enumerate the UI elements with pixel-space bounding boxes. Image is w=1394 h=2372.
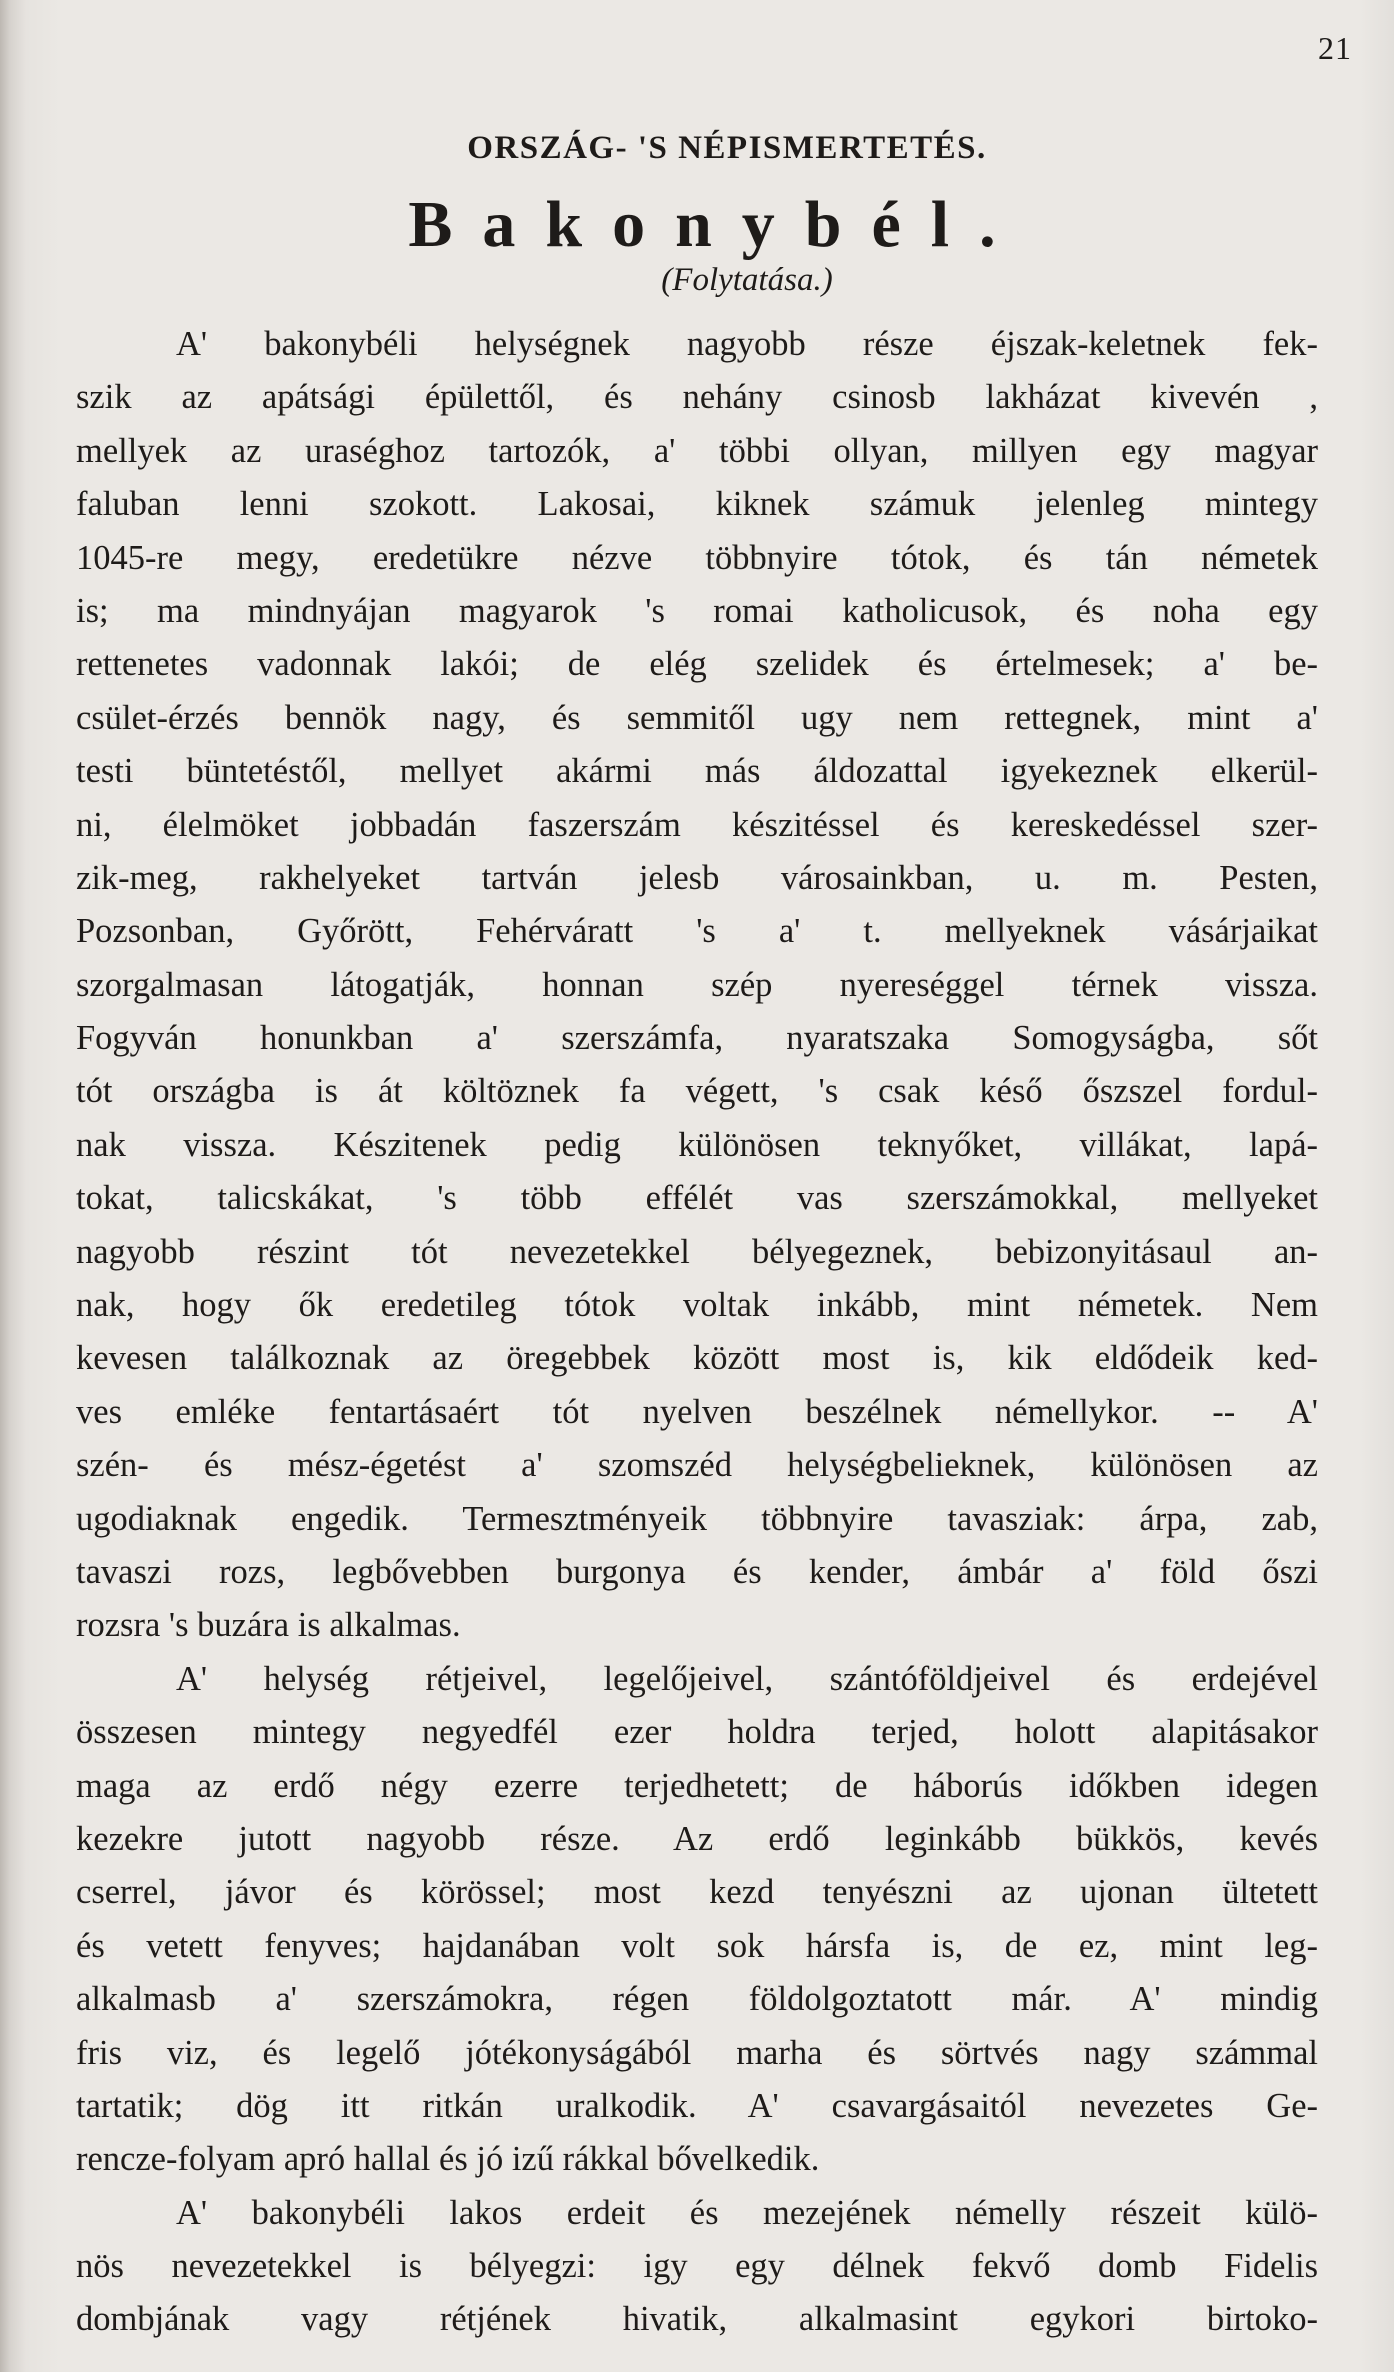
text-line: Fogyván honunkban a' szerszámfa, nyaratszaka Somogyságba, sőt bbox=[76, 1019, 1318, 1058]
text-line: maga az erdő négy ezerre terjedhetett; de háborús időkben idegen bbox=[76, 1766, 1318, 1805]
text-line: dombjának vagy rétjének hivatik, alkalmasint egykori birtoko- bbox=[76, 2300, 1318, 2339]
text-line: zik-meg, rakhelyeket tartván jelesb városainkban, u. m. Pesten, bbox=[76, 858, 1318, 897]
section-heading: ORSZÁG- 'S NÉPISMERTETÉS. bbox=[467, 130, 987, 166]
text-line: A' bakonybéli lakos erdeit és mezejének némelly részeit külö- bbox=[176, 2193, 1318, 2232]
text-line: nak vissza. Készitenek pedig különösen teknyőket, villákat, lapá- bbox=[76, 1125, 1318, 1164]
text-line: rettenetes vadonnak lakói; de elég szelidek és értelmesek; a' be- bbox=[76, 645, 1318, 684]
text-line: fris viz, és legelő jótékonyságából marha és sörtvés nagy számmal bbox=[76, 2033, 1318, 2072]
text-line: A' helység rétjeivel, legelőjeivel, szántóföldjeivel és erdejével bbox=[176, 1659, 1318, 1698]
page-number: 21 bbox=[1318, 30, 1352, 66]
body-text bbox=[76, 318, 1318, 2347]
text-line: ugodiaknak engedik. Termesztményeik többnyire tavasziak: árpa, zab, bbox=[76, 1499, 1318, 1538]
text-line: testi büntetéstől, mellyet akármi más áldozattal igyekeznek elkerül- bbox=[76, 752, 1318, 791]
text-line: összesen mintegy negyedfél ezer holdra terjed, holott alapitásakor bbox=[76, 1713, 1318, 1752]
article-title: Bakonybél. bbox=[408, 188, 1026, 261]
text-line: nak, hogy ők eredetileg tótok voltak inkább, mint németek. Nem bbox=[76, 1286, 1318, 1325]
text-line: tartatik; dög itt ritkán uralkodik. A' csavargásaitól nevezetes Ge- bbox=[76, 2086, 1318, 2125]
text-line: A' bakonybéli helységnek nagyobb része éjszak-keletnek fek- bbox=[176, 325, 1318, 363]
text-line: tokat, talicskákat, 's több effélét vas szerszámokkal, mellyeket bbox=[76, 1179, 1318, 1218]
text-line: és vetett fenyves; hajdanában volt sok hársfa is, de ez, mint leg- bbox=[76, 1926, 1318, 1965]
text-line: mellyek az uraséghoz tartozók, a' többi ollyan, millyen egy magyar bbox=[76, 431, 1318, 470]
text-line: tavaszi rozs, legbővebben burgonya és kender, ámbár a' föld őszi bbox=[76, 1552, 1318, 1591]
text-line: is; ma mindnyájan magyarok 's romai katholicusok, és noha egy bbox=[76, 591, 1318, 630]
text-line: rencze-folyam apró hallal és jó izű rákkal bővelkedik. bbox=[76, 2140, 820, 2179]
text-line: kezekre jutott nagyobb része. Az erdő leginkább bükkös, kevés bbox=[76, 1819, 1318, 1858]
text-line: rozsra 's buzára is alkalmas. bbox=[76, 1606, 461, 1645]
text-line: ves emléke fentartásaért tót nyelven beszélnek némellykor. -- A' bbox=[76, 1392, 1318, 1431]
text-line: ni, élelmöket jobbadán faszerszám készitéssel és kereskedéssel szer- bbox=[76, 805, 1318, 844]
text-line: tót országba is át költöznek fa végett, 's csak késő őszszel fordul- bbox=[76, 1072, 1318, 1111]
text-line: nös nevezetekkel is bélyegzi: igy egy délnek fekvő domb Fidelis bbox=[76, 2247, 1318, 2286]
text-line: Pozsonban, Győrött, Fehérváratt 's a' t. mellyeknek vásárjaikat bbox=[76, 912, 1318, 951]
text-line: szik az apátsági épülettől, és nehány csinosb lakházat kivevén , bbox=[76, 378, 1318, 417]
text-line: szén- és mész-égetést a' szomszéd helységbelieknek, különösen az bbox=[76, 1446, 1318, 1485]
text-line: alkalmasb a' szerszámokra, régen földolgoztatott már. A' mindig bbox=[76, 1980, 1318, 2019]
text-line: faluban lenni szokott. Lakosai, kiknek számuk jelenleg mintegy bbox=[76, 485, 1318, 524]
text-line: nagyobb részint tót nevezetekkel bélyegeznek, bebizonyitásaul an- bbox=[76, 1232, 1318, 1271]
text-line: csület-érzés bennök nagy, és semmitől ugy nem rettegnek, mint a' bbox=[76, 698, 1318, 737]
article-subtitle: (Folytatása.) bbox=[661, 262, 833, 298]
text-line: cserrel, jávor és körössel; most kezd tenyészni az ujonan ültetett bbox=[76, 1873, 1318, 1912]
text-line: szorgalmasan látogatják, honnan szép nyereséggel térnek vissza. bbox=[76, 965, 1318, 1004]
text-line: kevesen találkoznak az öregebbek között most is, kik eldődeik ked- bbox=[76, 1339, 1318, 1378]
text-line: 1045-re megy, eredetükre nézve többnyire tótok, és tán németek bbox=[76, 538, 1318, 577]
